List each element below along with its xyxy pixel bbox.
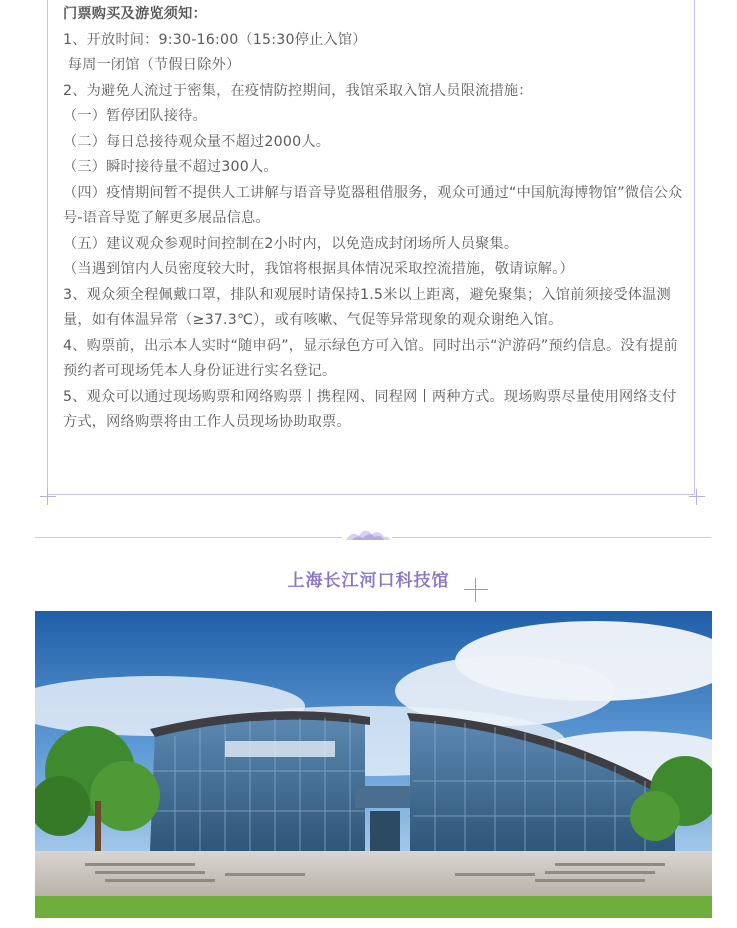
corner-ornament-left	[40, 489, 56, 505]
notice-line: 2、为避免人流过于密集，在疫情防控期间，我馆采取入馆人员限流措施：	[63, 82, 533, 99]
notice-line: （一）暂停团队接待。	[63, 108, 207, 124]
cloud-ornament-icon	[342, 524, 392, 546]
museum-title: 上海长江河口科技馆	[287, 571, 450, 591]
notice-line: 4、购票前，出示本人实时“随申码”，显示绿色方可入馆。同时出示“沪游码”预约信息。没有提前预约者可现场凭本人身份证进行实名登记。	[63, 337, 678, 379]
title-cross-ornament	[464, 578, 488, 602]
notice-line: （五）建议观众参观时间控制在2小时内，以免造成封闭场所人员聚集。	[63, 235, 519, 252]
notice-title: 门票购买及游览须知：	[63, 6, 207, 22]
notice-text	[63, 2, 688, 436]
notice-line: （二）每日总接待观众量不超过2000人。	[63, 133, 331, 150]
notice-line: （当遇到馆内人员密度较大时，我馆将根据具体情况采取控流措施，敬请谅解。）	[63, 261, 574, 277]
notice-line: 3、观众须全程佩戴口罩，排队和观展时请保持1.5米以上距离，避免聚集；入馆前须接受体温测量，如有体温异常（≥37.3℃），或有咳嗽、气促等异常现象的观众谢绝入馆。	[63, 286, 671, 328]
museum-photo	[35, 611, 712, 918]
notice-line: 1、开放时间：9:30-16:00（15:30停止入馆）	[63, 31, 367, 48]
notice-line: 每周一闭馆（节假日除外）	[63, 57, 241, 73]
notice-line: 5、观众可以通过现场购票和网络购票丨携程网、同程网丨两种方式。现场购票尽量使用网络支付方式，网络购票将由工作人员现场协助取票。	[63, 388, 677, 430]
notice-line: （三）瞬时接待量不超过300人。	[63, 159, 278, 175]
corner-ornament-right	[689, 489, 705, 505]
notice-line: （四）疫情期间暂不提供人工讲解与语音导览器租借服务，观众可通过“中国航海博物馆”微信公众号-语音导览了解更多展品信息。	[63, 184, 683, 226]
